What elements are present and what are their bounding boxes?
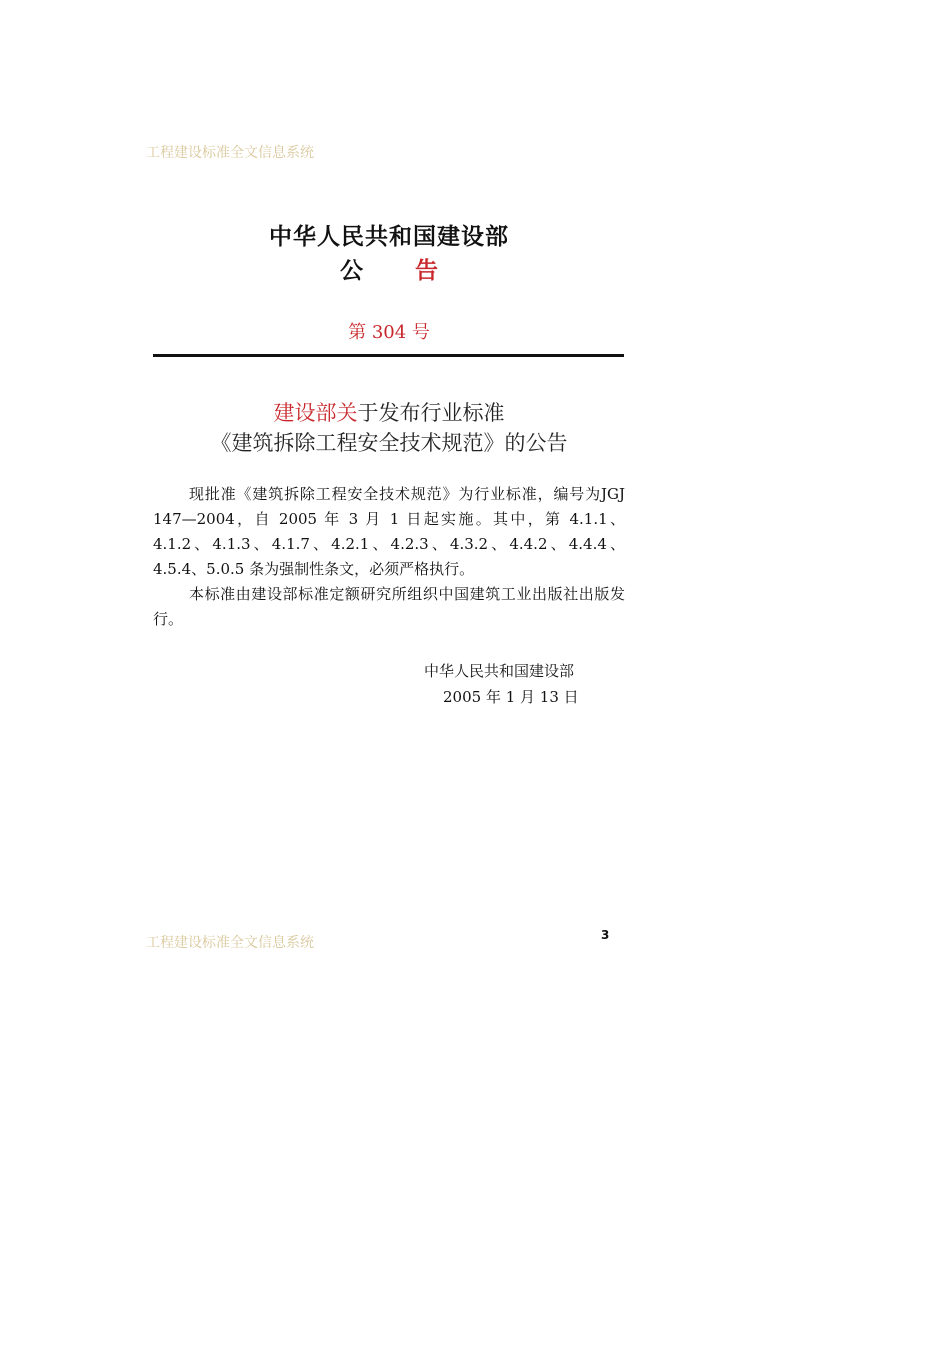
- notice-heading: [153, 252, 625, 285]
- watermark-bottom: 工程建设标准全文信息系统: [146, 935, 314, 951]
- page-number: 3: [601, 928, 610, 942]
- document-title-line-1: [153, 397, 625, 427]
- document-title-red-part: 建设部关: [273, 401, 358, 425]
- notice-heading-char-2: 告: [415, 258, 438, 284]
- header-divider: [153, 354, 624, 357]
- issuing-ministry-heading: 中华人民共和国建设部: [269, 224, 509, 250]
- body-paragraph-1: 现批准《建筑拆除工程安全技术规范》为行业标准，编号为JGJ 147—2004，自 2005 年 3 月 1 日起实施。其中，第 4.1.1、4.1.2、4.1.3、4.1.7、4.2.1、4.2.3、4.3.2、4.4.2、4.4.4、4.5.4、5.0.5 条为强制性条文，必须严格执行。: [153, 485, 625, 578]
- signature-organization: 中华人民共和国建设部: [424, 662, 575, 680]
- document-title-rest: 于发布行业标准: [357, 401, 505, 425]
- notice-number: 第 304 号: [348, 322, 430, 343]
- notice-heading-char-1: 公: [340, 258, 363, 284]
- body-paragraph-2: 本标准由建设部标准定额研究所组织中国建筑工业出版社出版发行。: [153, 585, 625, 628]
- notice-body: [153, 482, 625, 632]
- watermark-top: 工程建设标准全文信息系统: [146, 145, 314, 161]
- document-title-line-2: 《建筑拆除工程安全技术规范》的公告: [210, 431, 568, 455]
- signature-date: 2005 年 1 月 13 日: [443, 688, 579, 706]
